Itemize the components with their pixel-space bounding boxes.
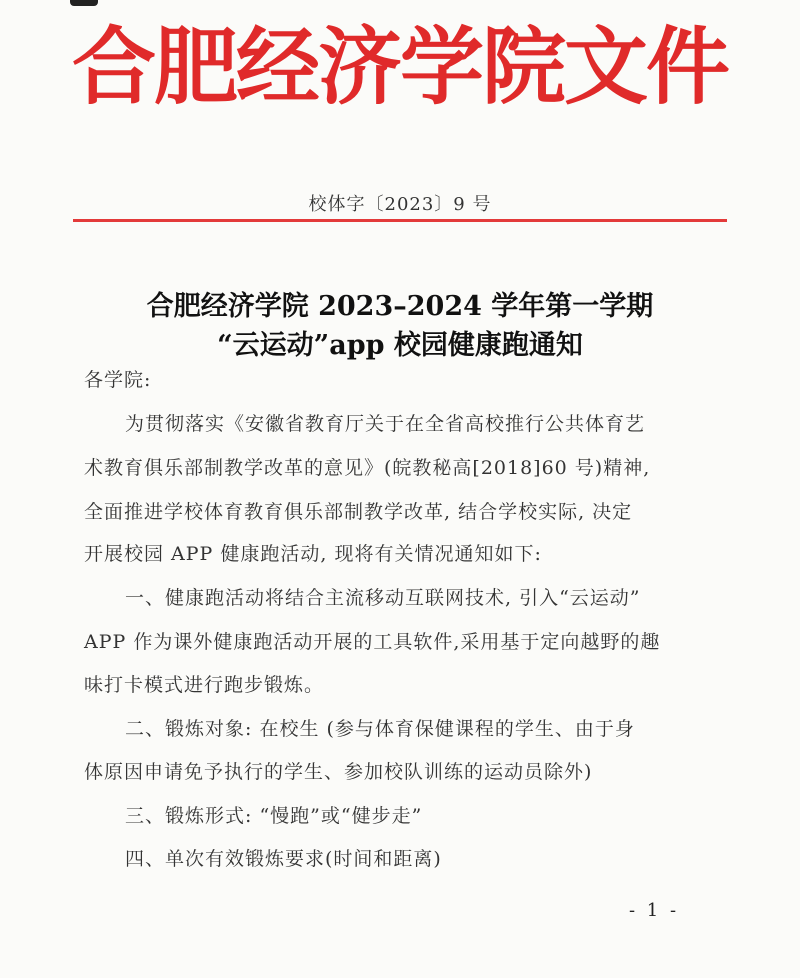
body-line: 二、锻炼对象: 在校生 (参与体育保健课程的学生、由于身 [125,718,635,740]
document-number: 校体字〔2023〕9 号 [308,194,492,215]
body-line: 全面推进学校体育教育俱乐部制教学改革, 结合学校实际, 决定 [84,501,633,523]
notice-title-line-2: “云运动”app 校园健康跑通知 [217,330,583,361]
body-line: 三、锻炼形式: “慢跑”或“健步走” [125,805,423,827]
scan-mark [70,0,98,6]
body-line: 一、健康跑活动将结合主流移动互联网技术, 引入“云运动” [125,587,641,609]
body-line: APP 作为课外健康跑活动开展的工具软件,采用基于定向越野的趣 [84,631,661,653]
header-divider [73,219,727,222]
body-line: 体原因申请免予执行的学生、参加校队训练的运动员除外) [84,761,593,783]
body-line: 开展校园 APP 健康跑活动, 现将有关情况通知如下: [84,543,542,565]
salutation: 各学院: [84,369,152,391]
body-line: 术教育俱乐部制教学改革的意见》(皖教秘高[2018]60 号)精神, [84,457,651,479]
document-header-title: 合肥经济学院文件 [71,17,728,116]
body-line: 味打卡模式进行跑步锻炼。 [84,674,325,696]
page-number: - 1 - [629,900,680,921]
notice-title-line-1: 合肥经济学院 2023–2024 学年第一学期 [146,291,654,322]
body-line: 四、单次有效锻炼要求(时间和距离) [125,848,442,870]
body-line: 为贯彻落实《安徽省教育厅关于在全省高校推行公共体育艺 [125,413,646,435]
